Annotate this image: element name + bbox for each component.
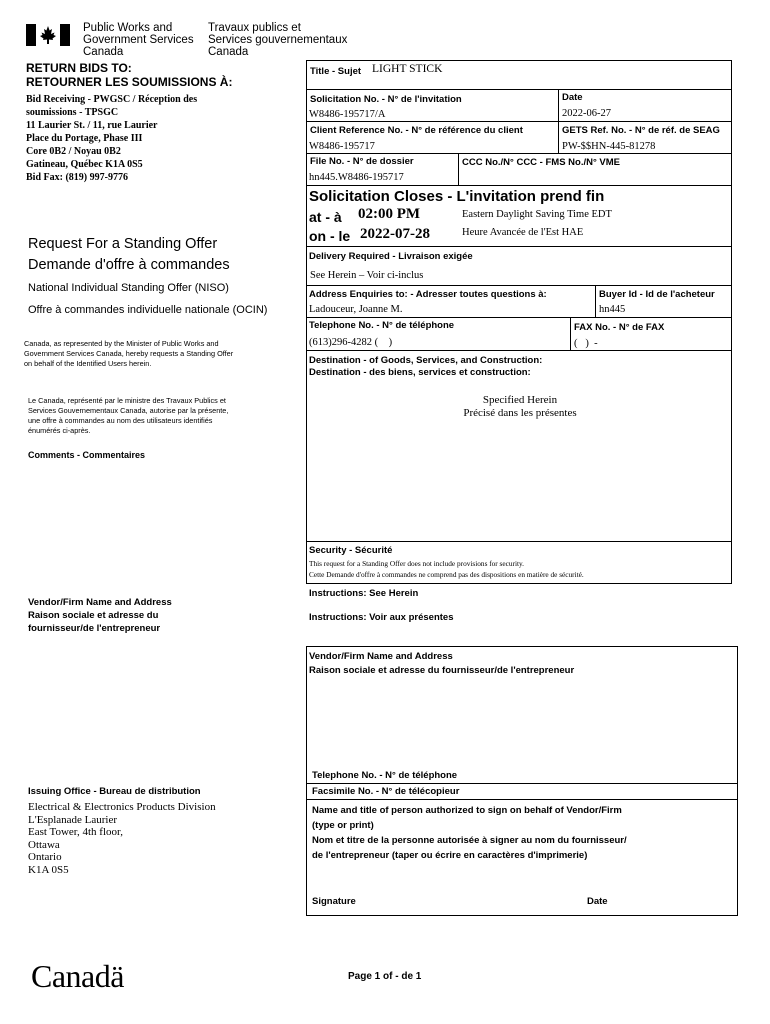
timezone-en: Eastern Daylight Saving Time EDT <box>462 209 612 220</box>
standing-offer-title-en: Request For a Standing Offer <box>28 236 218 252</box>
delivery-label: Delivery Required - Livraison exigée <box>309 251 473 262</box>
gets-ref-label: GETS Ref. No. - N° de réf. de SEAG <box>562 125 720 136</box>
signature-date-label: Date <box>587 896 608 907</box>
gets-ref-value: PW-$$HN-445-81278 <box>562 141 656 152</box>
solicitation-closes-label: Solicitation Closes - L'invitation prend fin <box>309 188 605 205</box>
comments-label: Comments - Commentaires <box>28 450 146 460</box>
telephone-value: (613)296-4282 ( ) <box>309 337 393 348</box>
canada-flag-icon <box>26 24 70 46</box>
file-no-value: hn445.W8486-195717 <box>309 172 404 183</box>
address-enquiries-label: Address Enquiries to: - Adresser toutes questions à: <box>309 289 547 300</box>
client-ref-label: Client Reference No. - N° de référence du client <box>310 125 523 136</box>
client-ref-value: W8486-195717 <box>309 141 375 152</box>
security-text: This request for a Standing Offer does not include provisions for security. Cette Demande d'offre à commandes ne comprend pas des dispositions en matière de sécurité. <box>309 559 584 579</box>
niso-label-en: National Individual Standing Offer (NISO) <box>28 282 229 294</box>
vendor-facsimile-label: Facsimile No. - N° de télécopieur <box>312 786 460 797</box>
instructions-en: Instructions: See Herein <box>309 588 419 599</box>
buyer-id-value: hn445 <box>599 304 626 315</box>
at-label: at - à <box>309 209 342 225</box>
destination-value: Specified Herein Précisé dans les présentes <box>463 394 577 419</box>
vendor-firm-label-left: Vendor/Firm Name and Address Raison sociale et adresse du fournisseur/de l'entrepreneur <box>28 597 172 634</box>
authorized-signer-label: Name and title of person authorized to sign on behalf of Vendor/Firm (type or print) Nom et titre de la personne autorisée à signer au nom du fournisseur/ de l'entrepreneur (taper ou écrire en caractères d'imprimerie) <box>312 805 627 861</box>
solicitation-label: Solicitation No. - N° de l'invitation <box>310 94 462 105</box>
on-label: on - le <box>309 228 351 244</box>
dept-name-en: Public Works and Government Services Canada <box>83 22 194 58</box>
delivery-value: See Herein – Voir ci-inclus <box>310 270 424 281</box>
fax-label: FAX No. - N° de FAX <box>574 322 665 333</box>
timezone-fr: Heure Avancée de l'Est HAE <box>462 227 584 238</box>
page-number: Page 1 of - de 1 <box>348 971 422 982</box>
standing-offer-title-fr: Demande d'offre à commandes <box>28 257 230 273</box>
vendor-firm-label: Vendor/Firm Name and Address Raison sociale et adresse du fournisseur/de l'entrepreneur <box>309 651 575 676</box>
address-enquiries-value: Ladouceur, Joanne M. <box>309 304 403 315</box>
date-value: 2022-06-27 <box>562 108 611 119</box>
solicitation-value: W8486-195717/A <box>309 109 386 120</box>
canada-request-text-fr: Le Canada, représenté par le ministre des Travaux Publics et Services Gouvernementaux Canada, autorise par la présente, une offre à commandes au nom des utilisateurs identifiés énumérés ci-après. <box>28 396 229 435</box>
bid-receiving-address: Bid Receiving - PWGSC / Réception des soumissions - TPSGC 11 Laurier St. / 11, rue Laurier Place du Portage, Phase III Core 0B2 / Noyau 0B2 Gatineau, Québec K1A 0S5 Bid Fax: (819) 997-9776 <box>26 94 198 183</box>
ccc-label: CCC No./N° CCC - FMS No./N° VME <box>462 157 621 168</box>
destination-label: Destination - of Goods, Services, and Construction: Destination - des biens, services et construction: <box>309 355 543 378</box>
closing-date: 2022-07-28 <box>360 226 430 242</box>
signature-label: Signature <box>312 896 356 907</box>
telephone-label: Telephone No. - N° de téléphone <box>309 320 455 331</box>
issuing-office-label: Issuing Office - Bureau de distribution <box>28 786 201 797</box>
canada-request-text-en: Canada, as represented by the Minister of Public Works and Government Services Canada, hereby requests a Standing Offer on behalf of the Identified Users herein. <box>24 339 234 368</box>
security-label: Security - Sécurité <box>309 545 393 556</box>
file-no-label: File No. - N° de dossier <box>310 156 414 167</box>
dept-name-fr: Travaux publics et Services gouvernementaux Canada <box>208 22 348 58</box>
title-value: LIGHT STICK <box>372 63 443 75</box>
date-label: Date <box>562 92 583 103</box>
closing-time: 02:00 PM <box>358 206 421 222</box>
issuing-office-address: Electrical & Electronics Products Division L'Esplanade Laurier East Tower, 4th floor, Ottawa Ontario K1A 0S5 <box>28 801 216 876</box>
niso-label-fr: Offre à commandes individuelle nationale (OCIN) <box>28 304 268 316</box>
canada-wordmark: Canadä <box>31 958 124 994</box>
instructions-fr: Instructions: Voir aux présentes <box>309 612 454 623</box>
fax-value: ( ) - <box>574 338 598 349</box>
title-label: Title - Sujet <box>310 66 362 77</box>
return-bids-heading-fr: RETOURNER LES SOUMISSIONS À: <box>26 75 233 89</box>
vendor-telephone-label: Telephone No. - N° de téléphone <box>312 770 458 781</box>
buyer-id-label: Buyer Id - Id de l'acheteur <box>599 289 715 300</box>
return-bids-heading-en: RETURN BIDS TO: <box>26 61 132 75</box>
